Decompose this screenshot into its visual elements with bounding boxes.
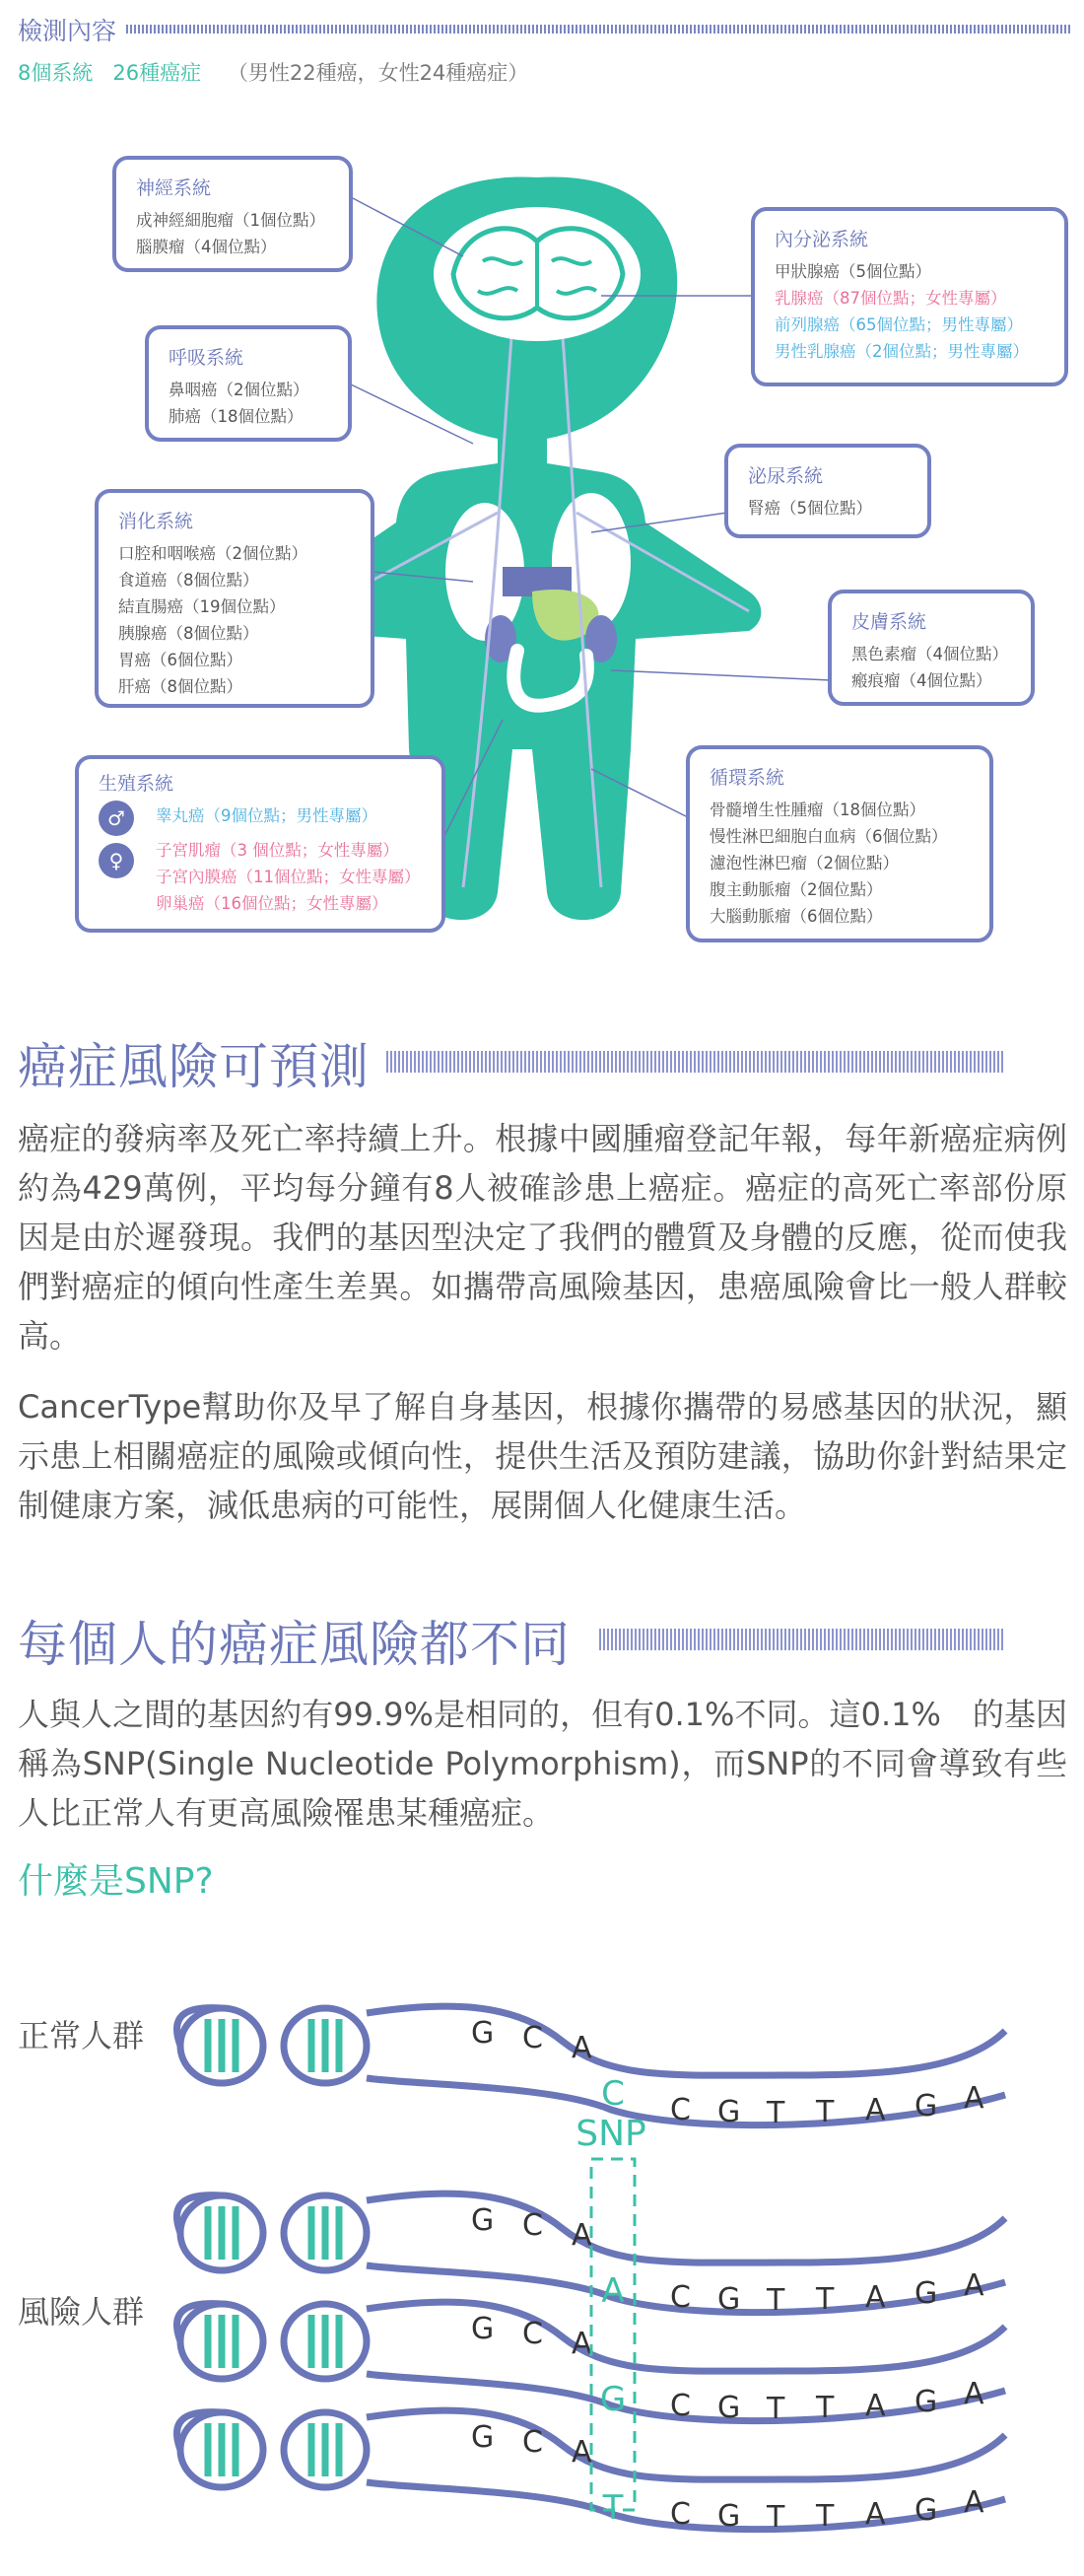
dna-base-suffix: A — [865, 2093, 886, 2127]
box-neuro-title: 神經系統 — [136, 177, 212, 199]
dna-base-suffix: A — [964, 2485, 984, 2520]
snp-base: T — [602, 2488, 624, 2528]
snp-highlight-box — [591, 2159, 635, 2510]
dna-base-suffix: T — [767, 2096, 785, 2130]
header-title: 檢測內容 — [18, 17, 117, 45]
dna-base-suffix: T — [767, 2283, 785, 2318]
dna-base-prefix: G — [471, 2203, 495, 2238]
female-organ-icon: ♀ — [99, 843, 134, 878]
dna-base-prefix: A — [572, 2327, 592, 2361]
dna-base-suffix: T — [816, 2391, 835, 2425]
box-skin — [828, 590, 1035, 706]
box-circ-item: 腹主動脈瘤（2個位點） — [710, 880, 883, 899]
male-organ-icon: ♂ — [99, 801, 134, 836]
dna-base-suffix: C — [670, 2093, 691, 2127]
cancers-count: 26種癌症 — [112, 61, 202, 85]
box-endo-item: 甲狀腺癌（5個位點） — [775, 262, 931, 281]
box-endo-item-male: 前列腺癌（65個位點；男性專屬） — [775, 315, 1023, 334]
snp-base: G — [599, 2380, 627, 2419]
dna-base-suffix: G — [717, 2095, 741, 2129]
snp-question: 什麼是SNP? — [18, 1861, 214, 1902]
repro-male-group — [99, 802, 422, 829]
dna-base-prefix: A — [572, 2218, 592, 2253]
box-uri — [724, 444, 931, 538]
dna-base-suffix: G — [717, 2499, 741, 2534]
gender-note: （男性22種癌，女性24種癌症） — [227, 61, 529, 85]
risk-group-label: 風險人群 — [18, 2293, 145, 2331]
dna-base-suffix: G — [915, 2276, 938, 2311]
box-neuro — [112, 156, 353, 272]
box-skin-title: 皮膚系統 — [851, 611, 927, 633]
dna-base-suffix: G — [717, 2391, 741, 2425]
dna-base-suffix: G — [915, 2089, 938, 2123]
box-digest-item: 口腔和咽喉癌（2個位點） — [118, 544, 307, 563]
box-endo-item-female: 乳腺癌（87個位點；女性專屬） — [775, 289, 1007, 308]
dna-base-suffix: T — [767, 2500, 785, 2534]
box-circ-item: 濾泡性淋巴瘤（2個位點） — [710, 854, 899, 872]
section1-paragraph2: CancerType幫助你及早了解自身基因，根據你攜帶的易感基因的狀況，顯示患上相關癌症的風險或傾向性，提供生活及預防建議，協助你針對結果定制健康方案，減低患病的可能性，展開個人化健康生活。 — [18, 1388, 1067, 1524]
dna-base-prefix: A — [572, 2031, 592, 2065]
dna-base-suffix: T — [816, 2095, 835, 2129]
box-circ-item: 骨髓增生性腫瘤（18個位點） — [710, 801, 925, 819]
box-digest-title: 消化系統 — [118, 511, 194, 532]
repro-female-item: 子宮肌瘤（3 個位點；女性專屬） — [156, 841, 399, 860]
section2-paragraph1: 人與人之間的基因約有99.9%是相同的，但有0.1%不同。這0.1% 的基因稱為SNP(Single Nucleotide Polymorphism)，而SNP的不同會導致有些人比正常人有更高風險罹患某種癌症。 — [18, 1696, 1067, 1832]
box-digest-item: 胰腺癌（8個位點） — [118, 624, 259, 643]
box-uri-title: 泌尿系統 — [748, 465, 824, 487]
brain-icon — [434, 207, 641, 341]
dna-base-suffix: A — [865, 2280, 886, 2315]
dna-base-suffix: G — [915, 2493, 938, 2528]
box-resp-item: 肺癌（18個位點） — [169, 407, 304, 426]
repro-female-item: 子宮內膜癌（11個位點；女性專屬） — [156, 868, 421, 886]
snp-diagram — [0, 1962, 1084, 2534]
box-skin-item: 瘢痕瘤（4個位點） — [851, 671, 992, 690]
box-resp — [145, 325, 352, 442]
snp-base: A — [601, 2271, 625, 2311]
box-repro — [75, 755, 445, 933]
dna-strand-normal — [176, 2006, 1005, 2130]
dna-base-suffix: A — [865, 2389, 886, 2423]
box-digest-item: 結直腸癌（19個位點） — [118, 597, 286, 616]
section2-rule — [599, 1629, 1003, 1650]
section2-title: 每個人的癌症風險都不同 — [18, 1616, 571, 1673]
dna-base-suffix: T — [767, 2392, 785, 2426]
box-repro-title: 生殖系統 — [99, 773, 174, 795]
box-digest-item: 胃癌（6個位點） — [118, 651, 242, 669]
dna-base-suffix: A — [964, 2268, 984, 2303]
dna-base-prefix: G — [471, 2016, 495, 2051]
section1-rule — [386, 1051, 1003, 1073]
dna-base-suffix: T — [816, 2499, 835, 2534]
repro-male-item: 睾丸癌（9個位點；男性專屬） — [156, 806, 377, 825]
dna-base-prefix: C — [522, 2317, 543, 2351]
box-resp-title: 呼吸系統 — [169, 347, 244, 369]
snp-base: C — [601, 2074, 625, 2114]
dna-base-prefix: A — [572, 2435, 592, 2470]
dna-base-suffix: C — [670, 2497, 691, 2532]
snp-label: SNP — [576, 2114, 646, 2154]
dna-base-suffix: T — [816, 2282, 835, 2317]
box-endo — [751, 207, 1068, 386]
repro-female-group — [99, 837, 422, 917]
dna-base-suffix: G — [717, 2282, 741, 2317]
box-circ — [686, 745, 993, 942]
box-digest-item: 食道癌（8個位點） — [118, 571, 259, 590]
dna-base-suffix: A — [964, 2081, 984, 2116]
dna-base-suffix: A — [964, 2377, 984, 2411]
box-digest-item: 肝癌（8個位點） — [118, 677, 242, 696]
box-circ-title: 循環系統 — [710, 767, 785, 789]
dna-base-prefix: C — [522, 2021, 543, 2055]
box-endo-item-male: 男性乳腺癌（2個位點；男性專屬） — [775, 342, 1029, 361]
box-digest — [95, 489, 374, 708]
dna-base-suffix: C — [670, 2389, 691, 2423]
dna-base-suffix: A — [865, 2497, 886, 2532]
repro-female-item: 卵巢癌（16個位點；女性專屬） — [156, 894, 388, 913]
dna-base-prefix: C — [522, 2425, 543, 2460]
box-neuro-item: 成神經細胞瘤（1個位點） — [136, 211, 325, 230]
section1-title: 癌症風險可預測 — [18, 1038, 370, 1095]
box-skin-item: 黑色素瘤（4個位點） — [851, 645, 1008, 663]
box-uri-item: 腎癌（5個位點） — [748, 499, 872, 518]
box-resp-item: 鼻咽癌（2個位點） — [169, 381, 309, 399]
dna-base-prefix: G — [471, 2420, 495, 2455]
dna-base-suffix: C — [670, 2280, 691, 2315]
normal-group-label: 正常人群 — [18, 2017, 145, 2054]
dna-base-prefix: G — [471, 2312, 495, 2346]
dna-base-suffix: G — [915, 2385, 938, 2419]
box-endo-title: 內分泌系統 — [775, 229, 869, 250]
section1-paragraph1: 癌症的發病率及死亡率持續上升。根據中國腫瘤登記年報，每年新癌症病例約為429萬例，平均每分鐘有8人被確診患上癌症。癌症的高死亡率部份原因是由於遲發現。我們的基因型決定了我們的體質及身體的反應，從而使我們對癌症的傾向性產生差異。如攜帶高風險基因，患癌風險會比一般人群較高。 — [18, 1120, 1067, 1355]
box-circ-item: 慢性淋巴細胞白血病（6個位點） — [710, 827, 948, 846]
box-circ-item: 大腦動脈瘤（6個位點） — [710, 907, 883, 926]
box-neuro-item: 腦膜瘤（4個位點） — [136, 238, 277, 256]
systems-count: 8個系統 — [18, 61, 94, 85]
dna-base-prefix: C — [522, 2208, 543, 2243]
